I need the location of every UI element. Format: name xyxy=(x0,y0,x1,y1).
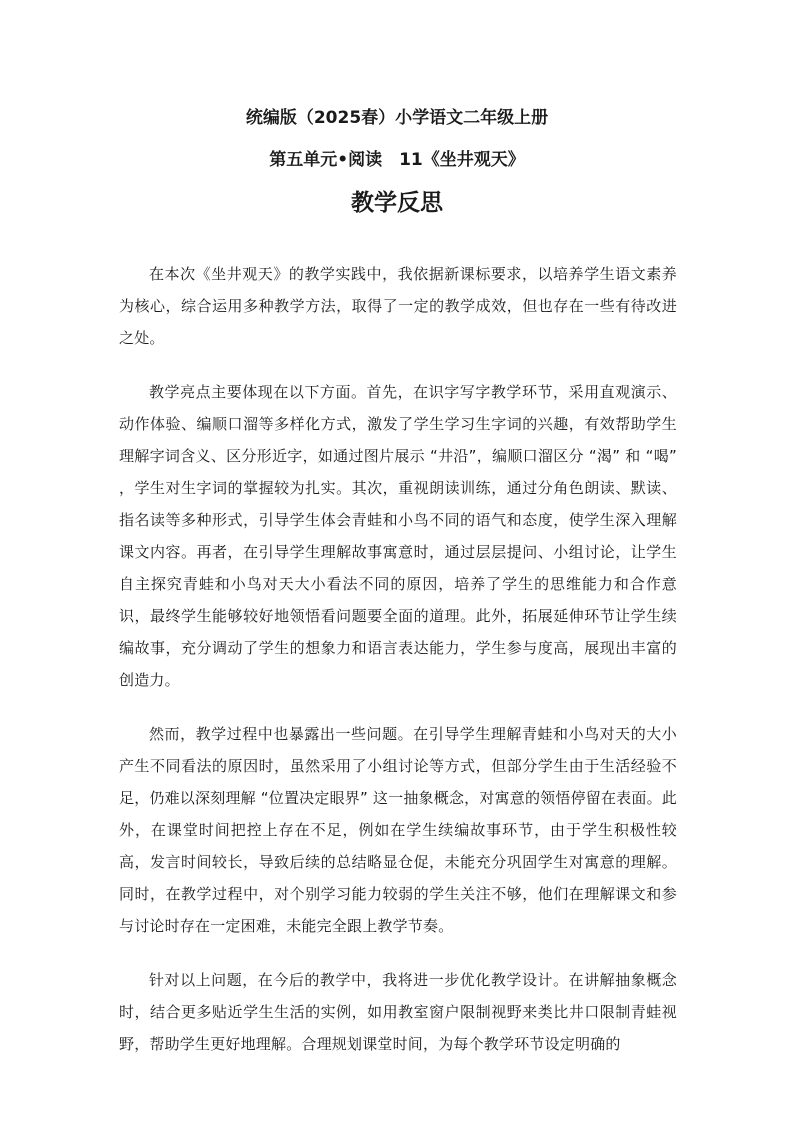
document-subtitle-unit: 第五单元•阅读 11《坐井观天》 xyxy=(269,150,525,170)
paragraph-intro: 在本次《坐井观天》的教学实践中，我依据新课标要求，以培养学生语文素养为核心，综合运用多种教学方法，取得了一定的教学成效，但也存在一些有待改进之处。 xyxy=(119,265,677,347)
paragraph-problems: 然而，教学过程中也暴露出一些问题。在引导学生理解青蛙和小鸟对天的大小产生不同看法的原因时，虽然采用了小组讨论等方式，但部分学生由于生活经验不足，仍难以深刻理解 “位置决定眼界” 这一抽象概念，对寓意的领悟停留在表面。此外，在课堂时间把控上存在不足，例如在学生续编故事环节，由于学生积极性较高，发言时间较长，导致后续的总结略显仓促，未能充分巩固学生对寓意的理解。同时，在教学过程中，对个别学习能力较弱的学生关注不够，他们在理解课文和参与讨论时存在一定困难，未能完全跟上教学节奏。 xyxy=(119,725,677,935)
document-subtitle-edition: 统编版（2025春）小学语文二年级上册 xyxy=(245,108,549,128)
paragraph-highlights: 教学亮点主要体现在以下方面。首先，在识字写字教学环节，采用直观演示、动作体验、编顺口溜等多样化方式，激发了学生学习生字词的兴趣，有效帮助学生理解字词含义、区分形近字，如通过图片展示 “井沿”，编顺口溜区分 “渴” 和 “喝” ，学生对生字词的掌握较为扎实。其次，重视朗读训练，通过分角色朗读、默读、指名读等多种形式，引导学生体会青蛙和小鸟不同的语气和态度，使学生深入理解课文内容。再者，在引导学生理解故事寓意时，通过层层提问、小组讨论，让学生自主探究青蛙和小鸟对天大小看法不同的原因，培养了学生的思维能力和合作意识，最终学生能够较好地领悟看问题要全面的道理。此外，拓展延伸环节让学生续编故事，充分调动了学生的想象力和语言表达能力，学生参与度高，展现出丰富的创造力。 xyxy=(119,383,677,689)
document-title: 教学反思 xyxy=(351,190,443,216)
document-body xyxy=(119,258,677,1082)
paragraph-improvements: 针对以上问题，在今后的教学中，我将进一步优化教学设计。在讲解抽象概念时，结合更多贴近学生生活的实例，如用教室窗户限制视野来类比井口限制青蛙视野，帮助学生更好地理解。合理规划课堂时间，为每个教学环节设定明确的 xyxy=(119,971,677,1053)
